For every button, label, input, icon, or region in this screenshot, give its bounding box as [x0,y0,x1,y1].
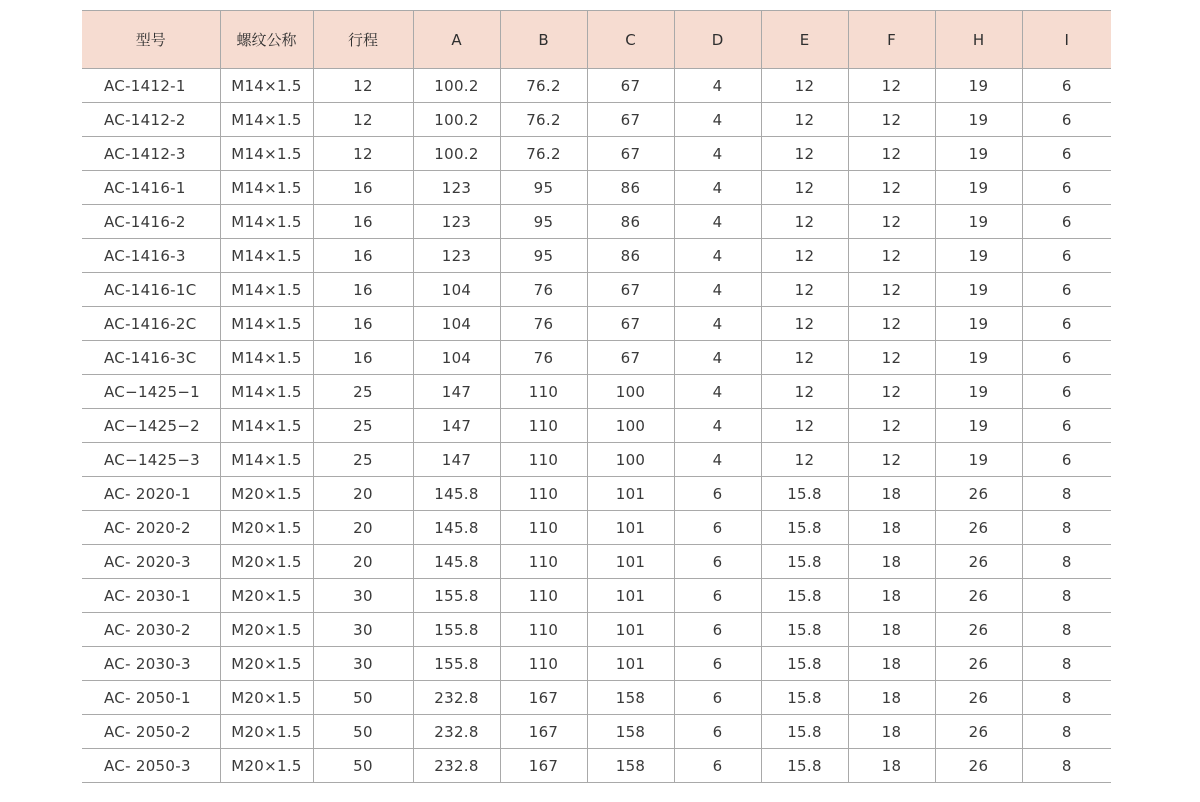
cell-d: 4 [674,375,761,409]
cell-d: 4 [674,341,761,375]
cell-f: 12 [848,341,935,375]
cell-c: 158 [587,681,674,715]
cell-thread: M14×1.5 [220,443,313,477]
cell-a: 232.8 [413,681,500,715]
cell-f: 12 [848,205,935,239]
cell-c: 101 [587,647,674,681]
cell-e: 15.8 [761,579,848,613]
cell-a: 147 [413,443,500,477]
cell-stroke: 20 [313,511,413,545]
cell-i: 6 [1022,205,1111,239]
cell-d: 4 [674,409,761,443]
cell-e: 15.8 [761,545,848,579]
table-row [82,647,1111,681]
cell-i: 6 [1022,307,1111,341]
cell-model: AC-1416-2 [82,205,220,239]
spec-table [82,10,1111,783]
cell-a: 104 [413,307,500,341]
cell-e: 15.8 [761,613,848,647]
cell-e: 12 [761,239,848,273]
cell-h: 19 [935,239,1022,273]
cell-f: 12 [848,103,935,137]
cell-a: 123 [413,239,500,273]
cell-stroke: 20 [313,545,413,579]
cell-f: 12 [848,171,935,205]
cell-a: 145.8 [413,545,500,579]
cell-h: 26 [935,715,1022,749]
cell-thread: M20×1.5 [220,681,313,715]
cell-model: AC- 2050-3 [82,749,220,783]
table-row [82,409,1111,443]
cell-h: 19 [935,103,1022,137]
table-row [82,579,1111,613]
cell-model: AC- 2020-2 [82,511,220,545]
cell-a: 155.8 [413,647,500,681]
cell-d: 4 [674,443,761,477]
cell-thread: M14×1.5 [220,375,313,409]
cell-c: 67 [587,307,674,341]
cell-d: 4 [674,137,761,171]
cell-c: 101 [587,613,674,647]
table-row [82,205,1111,239]
cell-h: 19 [935,307,1022,341]
cell-i: 6 [1022,409,1111,443]
header-cell-e: E [761,11,848,69]
cell-stroke: 50 [313,715,413,749]
table-row [82,443,1111,477]
cell-f: 18 [848,511,935,545]
cell-model: AC- 2050-1 [82,681,220,715]
cell-model: AC-1416-1 [82,171,220,205]
header-cell-thread: 螺纹公称 [220,11,313,69]
cell-i: 8 [1022,511,1111,545]
cell-d: 4 [674,103,761,137]
cell-a: 104 [413,341,500,375]
cell-e: 15.8 [761,647,848,681]
cell-f: 12 [848,409,935,443]
cell-h: 26 [935,647,1022,681]
cell-d: 6 [674,545,761,579]
cell-i: 6 [1022,341,1111,375]
cell-h: 26 [935,511,1022,545]
cell-c: 158 [587,715,674,749]
cell-b: 76 [500,341,587,375]
cell-h: 19 [935,443,1022,477]
cell-a: 232.8 [413,749,500,783]
table-row [82,171,1111,205]
cell-b: 110 [500,375,587,409]
cell-stroke: 16 [313,171,413,205]
cell-stroke: 50 [313,749,413,783]
cell-c: 86 [587,171,674,205]
cell-c: 100 [587,375,674,409]
cell-c: 101 [587,477,674,511]
cell-e: 12 [761,443,848,477]
cell-d: 4 [674,273,761,307]
cell-e: 12 [761,205,848,239]
cell-thread: M20×1.5 [220,477,313,511]
cell-c: 67 [587,273,674,307]
table-row [82,545,1111,579]
cell-i: 6 [1022,273,1111,307]
cell-f: 18 [848,613,935,647]
cell-thread: M14×1.5 [220,171,313,205]
cell-i: 6 [1022,137,1111,171]
header-cell-a: A [413,11,500,69]
header-cell-model: 型号 [82,11,220,69]
table-row [82,69,1111,103]
header-cell-i: I [1022,11,1111,69]
cell-h: 19 [935,273,1022,307]
table-row [82,477,1111,511]
cell-model: AC-1416-3 [82,239,220,273]
cell-thread: M14×1.5 [220,137,313,171]
cell-e: 12 [761,171,848,205]
cell-thread: M20×1.5 [220,545,313,579]
cell-b: 76.2 [500,69,587,103]
cell-thread: M14×1.5 [220,103,313,137]
cell-d: 6 [674,613,761,647]
cell-stroke: 12 [313,103,413,137]
cell-model: AC- 2050-2 [82,715,220,749]
table-row [82,103,1111,137]
header-cell-b: B [500,11,587,69]
cell-e: 12 [761,103,848,137]
cell-model: AC-1416-2C [82,307,220,341]
cell-i: 8 [1022,545,1111,579]
cell-b: 110 [500,409,587,443]
cell-h: 19 [935,341,1022,375]
header-row [82,11,1111,69]
cell-c: 101 [587,579,674,613]
cell-thread: M20×1.5 [220,579,313,613]
cell-i: 6 [1022,239,1111,273]
cell-d: 4 [674,171,761,205]
header-cell-h: H [935,11,1022,69]
header-cell-stroke: 行程 [313,11,413,69]
cell-a: 232.8 [413,715,500,749]
cell-c: 86 [587,205,674,239]
cell-a: 155.8 [413,613,500,647]
cell-b: 110 [500,545,587,579]
cell-stroke: 30 [313,579,413,613]
cell-a: 100.2 [413,69,500,103]
cell-i: 8 [1022,681,1111,715]
cell-b: 76 [500,273,587,307]
cell-i: 8 [1022,647,1111,681]
cell-c: 101 [587,545,674,579]
cell-stroke: 25 [313,375,413,409]
cell-i: 6 [1022,171,1111,205]
cell-e: 12 [761,137,848,171]
cell-i: 6 [1022,69,1111,103]
cell-f: 18 [848,579,935,613]
cell-model: AC−1425−2 [82,409,220,443]
cell-stroke: 50 [313,681,413,715]
cell-thread: M14×1.5 [220,409,313,443]
table-row [82,239,1111,273]
cell-d: 6 [674,579,761,613]
header-cell-f: F [848,11,935,69]
cell-model: AC-1416-1C [82,273,220,307]
header-cell-c: C [587,11,674,69]
cell-a: 100.2 [413,103,500,137]
table-row [82,613,1111,647]
cell-h: 19 [935,205,1022,239]
cell-i: 8 [1022,477,1111,511]
cell-f: 18 [848,681,935,715]
cell-h: 26 [935,613,1022,647]
cell-b: 110 [500,579,587,613]
table-row [82,375,1111,409]
cell-f: 12 [848,137,935,171]
cell-d: 6 [674,681,761,715]
cell-b: 110 [500,477,587,511]
cell-c: 158 [587,749,674,783]
cell-b: 110 [500,613,587,647]
cell-f: 18 [848,715,935,749]
cell-model: AC-1416-3C [82,341,220,375]
cell-f: 12 [848,239,935,273]
cell-f: 12 [848,443,935,477]
cell-d: 6 [674,715,761,749]
cell-h: 19 [935,69,1022,103]
cell-i: 8 [1022,749,1111,783]
cell-b: 167 [500,715,587,749]
cell-a: 100.2 [413,137,500,171]
cell-thread: M20×1.5 [220,511,313,545]
cell-h: 26 [935,545,1022,579]
cell-c: 67 [587,103,674,137]
cell-stroke: 12 [313,69,413,103]
cell-h: 26 [935,579,1022,613]
cell-model: AC- 2020-1 [82,477,220,511]
cell-e: 15.8 [761,715,848,749]
cell-e: 12 [761,375,848,409]
cell-stroke: 16 [313,273,413,307]
table-body [82,69,1111,783]
cell-a: 145.8 [413,477,500,511]
cell-d: 4 [674,69,761,103]
cell-i: 8 [1022,715,1111,749]
cell-model: AC- 2030-2 [82,613,220,647]
cell-thread: M14×1.5 [220,273,313,307]
table-row [82,273,1111,307]
cell-i: 6 [1022,443,1111,477]
cell-thread: M14×1.5 [220,307,313,341]
cell-c: 67 [587,341,674,375]
cell-b: 167 [500,681,587,715]
cell-thread: M14×1.5 [220,205,313,239]
cell-stroke: 16 [313,341,413,375]
cell-f: 12 [848,307,935,341]
cell-b: 76 [500,307,587,341]
cell-h: 19 [935,137,1022,171]
cell-f: 18 [848,749,935,783]
cell-h: 26 [935,749,1022,783]
cell-e: 12 [761,409,848,443]
cell-f: 18 [848,477,935,511]
cell-h: 19 [935,409,1022,443]
header-cell-d: D [674,11,761,69]
cell-i: 8 [1022,613,1111,647]
cell-model: AC-1412-3 [82,137,220,171]
cell-b: 110 [500,443,587,477]
cell-h: 19 [935,375,1022,409]
cell-thread: M20×1.5 [220,749,313,783]
table-row [82,511,1111,545]
cell-stroke: 12 [313,137,413,171]
cell-thread: M14×1.5 [220,341,313,375]
table-row [82,137,1111,171]
cell-b: 110 [500,647,587,681]
cell-b: 110 [500,511,587,545]
cell-a: 147 [413,409,500,443]
cell-h: 26 [935,681,1022,715]
cell-e: 12 [761,69,848,103]
cell-d: 6 [674,511,761,545]
cell-b: 167 [500,749,587,783]
cell-f: 12 [848,69,935,103]
cell-b: 95 [500,205,587,239]
cell-thread: M20×1.5 [220,613,313,647]
cell-b: 95 [500,239,587,273]
cell-b: 95 [500,171,587,205]
cell-c: 100 [587,409,674,443]
cell-model: AC- 2030-1 [82,579,220,613]
cell-thread: M14×1.5 [220,239,313,273]
cell-f: 12 [848,273,935,307]
cell-d: 4 [674,307,761,341]
cell-a: 155.8 [413,579,500,613]
cell-c: 67 [587,137,674,171]
cell-model: AC-1412-1 [82,69,220,103]
cell-model: AC−1425−3 [82,443,220,477]
cell-stroke: 20 [313,477,413,511]
cell-model: AC- 2020-3 [82,545,220,579]
cell-b: 76.2 [500,137,587,171]
cell-stroke: 30 [313,613,413,647]
cell-h: 19 [935,171,1022,205]
cell-i: 6 [1022,375,1111,409]
cell-c: 100 [587,443,674,477]
cell-a: 147 [413,375,500,409]
table-row [82,715,1111,749]
cell-d: 4 [674,205,761,239]
cell-thread: M20×1.5 [220,647,313,681]
cell-d: 6 [674,647,761,681]
cell-a: 123 [413,205,500,239]
cell-a: 123 [413,171,500,205]
cell-c: 101 [587,511,674,545]
cell-f: 18 [848,545,935,579]
cell-e: 12 [761,307,848,341]
cell-a: 145.8 [413,511,500,545]
cell-stroke: 30 [313,647,413,681]
cell-thread: M20×1.5 [220,715,313,749]
cell-a: 104 [413,273,500,307]
cell-stroke: 25 [313,443,413,477]
cell-d: 4 [674,239,761,273]
cell-stroke: 16 [313,205,413,239]
cell-thread: M14×1.5 [220,69,313,103]
cell-d: 6 [674,477,761,511]
cell-e: 15.8 [761,749,848,783]
cell-c: 67 [587,69,674,103]
cell-model: AC-1412-2 [82,103,220,137]
cell-b: 76.2 [500,103,587,137]
cell-model: AC−1425−1 [82,375,220,409]
cell-c: 86 [587,239,674,273]
table-row [82,307,1111,341]
cell-d: 6 [674,749,761,783]
table-row [82,749,1111,783]
cell-stroke: 25 [313,409,413,443]
cell-i: 8 [1022,579,1111,613]
cell-stroke: 16 [313,239,413,273]
cell-i: 6 [1022,103,1111,137]
cell-e: 15.8 [761,477,848,511]
table-row [82,341,1111,375]
cell-e: 12 [761,273,848,307]
table-header [82,11,1111,69]
cell-stroke: 16 [313,307,413,341]
table-row [82,681,1111,715]
cell-f: 18 [848,647,935,681]
cell-model: AC- 2030-3 [82,647,220,681]
cell-e: 15.8 [761,511,848,545]
cell-f: 12 [848,375,935,409]
cell-h: 26 [935,477,1022,511]
cell-e: 12 [761,341,848,375]
cell-e: 15.8 [761,681,848,715]
